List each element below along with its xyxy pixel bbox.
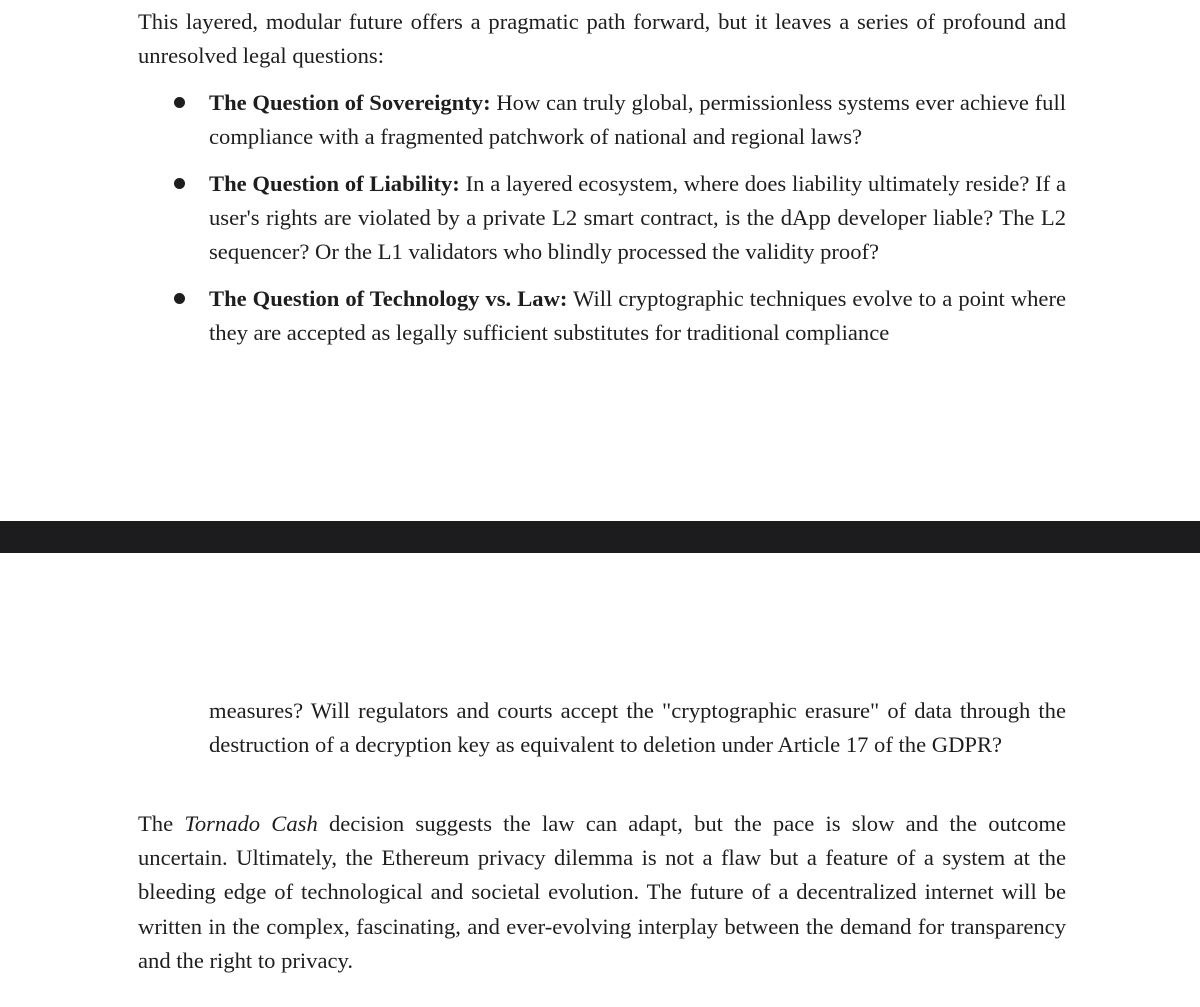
conclusion-paragraph [138,807,1066,978]
list-item-continuation: measures? Will regulators and courts accept the "cryptographic erasure" of data through the destruction of a decryption key as equivalent to deletion under Article 17 of the GDPR? [209,698,1066,758]
question-text: Will cryptographic techniques evolve to a point where they are accepted as legally sufficient substitutes for traditional compliance [209,286,1066,346]
conclusion-lead: The [138,811,174,836]
questions-list [0,86,1066,363]
list-item [209,86,1066,154]
bullet-icon [174,293,185,304]
bullet-icon [174,178,185,189]
bullet-icon [174,97,185,108]
question-text: How can truly global, permissionless systems ever achieve full compliance with a fragmented patchwork of national and regional laws? [209,90,1067,150]
intro-paragraph: This layered, modular future offers a pragmatic path forward, but it leaves a series of profound and unresolved legal questions: [138,9,1066,69]
page-divider [0,521,1200,553]
question-term: The Question of Liability: [209,170,460,196]
list-item [209,282,1066,350]
question-term: The Question of Technology vs. Law: [209,286,568,312]
question-text: In a layered ecosystem, where does liability ultimately reside? If a user's rights are violated by a private L2 smart contract, is the dApp developer liable? The L2 sequencer? Or the L1 validators who blindly processed the validity proof? [209,170,1066,265]
case-name: Tornado Cash [184,811,318,836]
document-page-bottom [0,553,1200,1007]
question-term: The Question of Sovereignty: [209,90,491,115]
list-item [209,167,1066,270]
conclusion-text: decision suggests the law can adapt, but the pace is slow and the outcome uncertain. Ultimately, the Ethereum privacy dilemma is not a flaw but a feature of a system at the bleeding edge of technological and societal evolution. The future of a decentralized internet will be written in the complex, fascinating, and ever-evolving interplay between the demand for transparency and the right to privacy. [138,811,1066,973]
